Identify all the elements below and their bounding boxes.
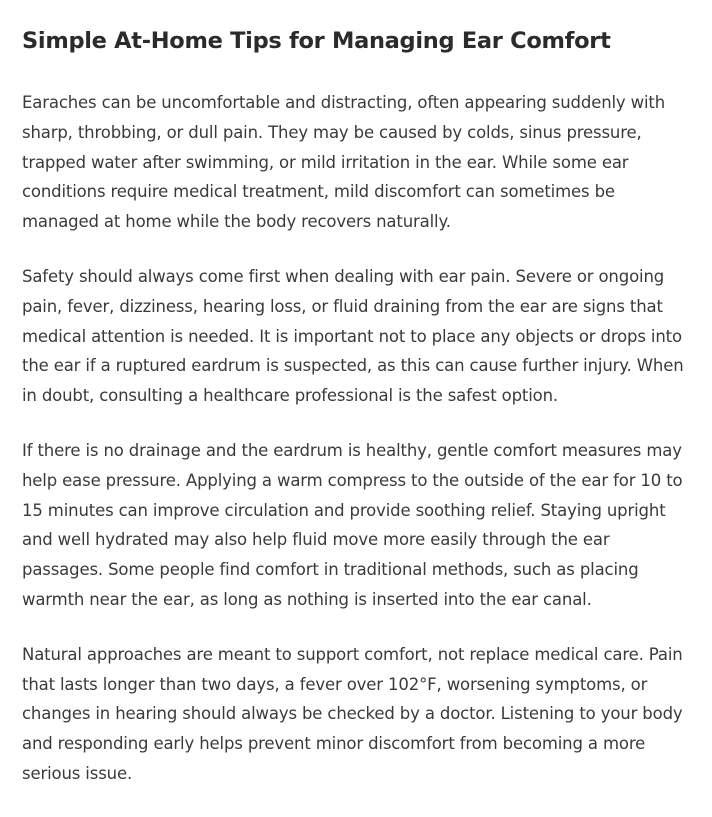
paragraph-comfort-measures: If there is no drainage and the eardrum is healthy, gentle comfort measures may help ease pressure. Applying a warm compress to the outside of the ear for 10 to 15 minutes can improve circulation and provide soothing relief. Staying upright and well hydrated may also help fluid move more easily through the ear passages. Some people find comfort in traditional methods, such as placing warmth near the ear, as long as nothing is inserted into the ear canal. [22, 440, 683, 609]
paragraph-intro: Earaches can be uncomfortable and distracting, often appearing suddenly with sharp, throbbing, or dull pain. They may be caused by colds, sinus pressure, trapped water after swimming, or mild irritation in the ear. While some ear conditions require medical treatment, mild discomfort can sometimes be managed at home while the body recovers naturally. [22, 93, 666, 232]
paragraph-natural-approaches: Natural approaches are meant to support comfort, not replace medical care. Pain that lasts longer than two days, a fever over 102°F, worsening symptoms, or changes in hearing should always be checked by a doctor. Listening to your body and responding early helps prevent minor discomfort from becoming a more serious issue. [22, 644, 683, 783]
paragraph-safety: Safety should always come first when dealing with ear pain. Severe or ongoing pain, fever, dizziness, hearing loss, or fluid draining from the ear are signs that medical attention is needed. It is important not to place any objects or drops into the ear if a ruptured eardrum is suspected, as this can cause further injury. When in doubt, consulting a healthcare professional is the safest option. [22, 266, 684, 406]
article-title: Simple At-Home Tips for Managing Ear Comfort [22, 28, 611, 54]
